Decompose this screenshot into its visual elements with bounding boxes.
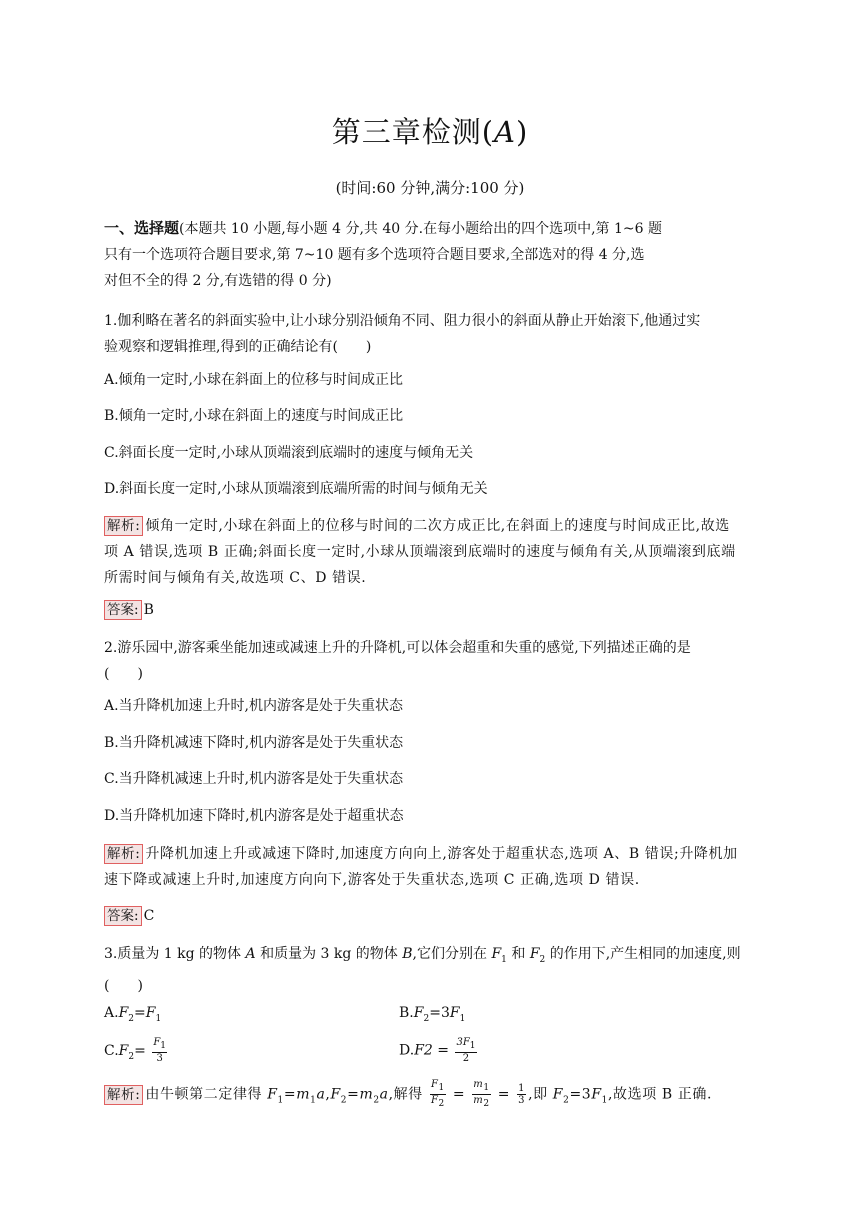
q1-option-c: C.斜面长度一定时,小球从顶端滚到底端时的速度与倾角无关 (104, 445, 474, 461)
section-description: (本题共 10 小题,每小题 4 分,共 40 分.在每小题给出的四个选项中,第 1~6 题 (179, 221, 662, 237)
q1-answer (104, 597, 752, 623)
q3-options-row-2 (104, 1037, 752, 1069)
page-title: 第三章检测(A) (331, 115, 529, 149)
q2-answer (104, 903, 752, 929)
q3-option-c: $C.F_2=$ $\frac{F_1}{3}$ (104, 1037, 166, 1064)
page-subtitle: (时间:60 分钟,满分:100 分) (335, 179, 525, 197)
q1-option-a: A.倾角一定时,小球在斜面上的位移与时间成正比 (104, 372, 404, 388)
q3-option-d: D.F2 = $\frac{3F_1}{2}$ (399, 1037, 476, 1064)
q3-option-b: $B.F_2=3F_1$ (399, 1005, 466, 1024)
q3-options-row-1 (104, 1000, 752, 1032)
answer-value: C (143, 908, 155, 924)
q1-option-d: D.斜面长度一定时,小球从顶端滚到底端所需的时间与倾角无关 (104, 481, 488, 497)
section-description-line: 对但不全的得 2 分,有选错的得 0 分) (104, 273, 332, 289)
q2-analysis: 解析: 升降机加速上升或减速下降时,加速度方向向上,游客处于超重状态,选项 A、B 错误;升降机加 速下降或减速上升时,加速度方向向下,游客处于失重状态,选项 C 正确,选项 D 错误. (104, 846, 738, 888)
q2-option-a: A.当升降机加速上升时,机内游客是处于失重状态 (104, 698, 404, 714)
section-description-line: 只有一个选项符合题目要求,第 7~10 题有多个选项符合题目要求,全部选对的得 4 分,选 (104, 247, 645, 263)
q1-option-b: B.倾角一定时,小球在斜面上的速度与时间成正比 (104, 408, 404, 424)
question-3-stem: 3.质量为 1 kg 的物体 A 和质量为 3 kg 的物体 B,它们分别在 $F_1$ 和 $F_2$ 的作用下,产生相同的加速度,则 ( ) (104, 946, 741, 994)
q2-option-c: C.当升降机减速上升时,机内游客是处于失重状态 (104, 771, 404, 787)
analysis-label: 解析: (104, 844, 143, 864)
question-1-stem: 1.伽利略在著名的斜面实验中,让小球分别沿倾角不同、阻力很小的斜面从静止开始滚下,他通过实 验观察和逻辑推理,得到的正确结论有( ) (104, 313, 701, 355)
answer-value: B (143, 602, 154, 618)
analysis-label: 解析: (104, 1085, 143, 1105)
q3-analysis: 解析: 由牛顿第二定律得 $F_1=m_1a,F_2=m_2a$,解得 $\frac{F_1}{F_2}$ = $\frac{m_1}{m_2}$ = $\frac{1}{3}$ ,即 $F_2=3F_1$,故选项 B 正确. (104, 1079, 752, 1113)
q2-option-d: D.当升降机加速下降时,机内游客是处于超重状态 (104, 808, 404, 824)
answer-label: 答案: (104, 600, 142, 620)
fraction: $\frac{F_1}{F_2}$ (430, 1079, 445, 1109)
answer-label: 答案: (104, 906, 142, 926)
section-heading: 一、选择题 (104, 219, 180, 237)
fraction: $\frac{m_1}{m_2}$ (473, 1079, 490, 1109)
q1-analysis: 解析: 倾角一定时,小球在斜面上的位移与时间的二次方成正比,在斜面上的速度与时间成正比,故选 项 A 错误,选项 B 正确;斜面长度一定时,小球从顶端滚到底端时的速度与倾角有关,从顶端滚到底端 所需时间与倾角有关,故选项 C、D 错误. (104, 518, 736, 586)
fraction: $\frac{1}{3}$ (518, 1083, 526, 1106)
analysis-label: 解析: (104, 516, 143, 536)
fraction: $\frac{F_1}{3}$ (153, 1037, 166, 1064)
question-2-stem: 2.游乐园中,游客乘坐能加速或减速上升的升降机,可以体会超重和失重的感觉,下列描述正确的是 ( ) (104, 640, 691, 682)
q3-option-a: $A.F_2=F_1$ (104, 1005, 162, 1024)
section-choice-header (104, 215, 752, 294)
fraction: $\frac{3F_1}{2}$ (456, 1037, 476, 1064)
q2-option-b: B.当升降机减速下降时,机内游客是处于失重状态 (104, 735, 404, 751)
